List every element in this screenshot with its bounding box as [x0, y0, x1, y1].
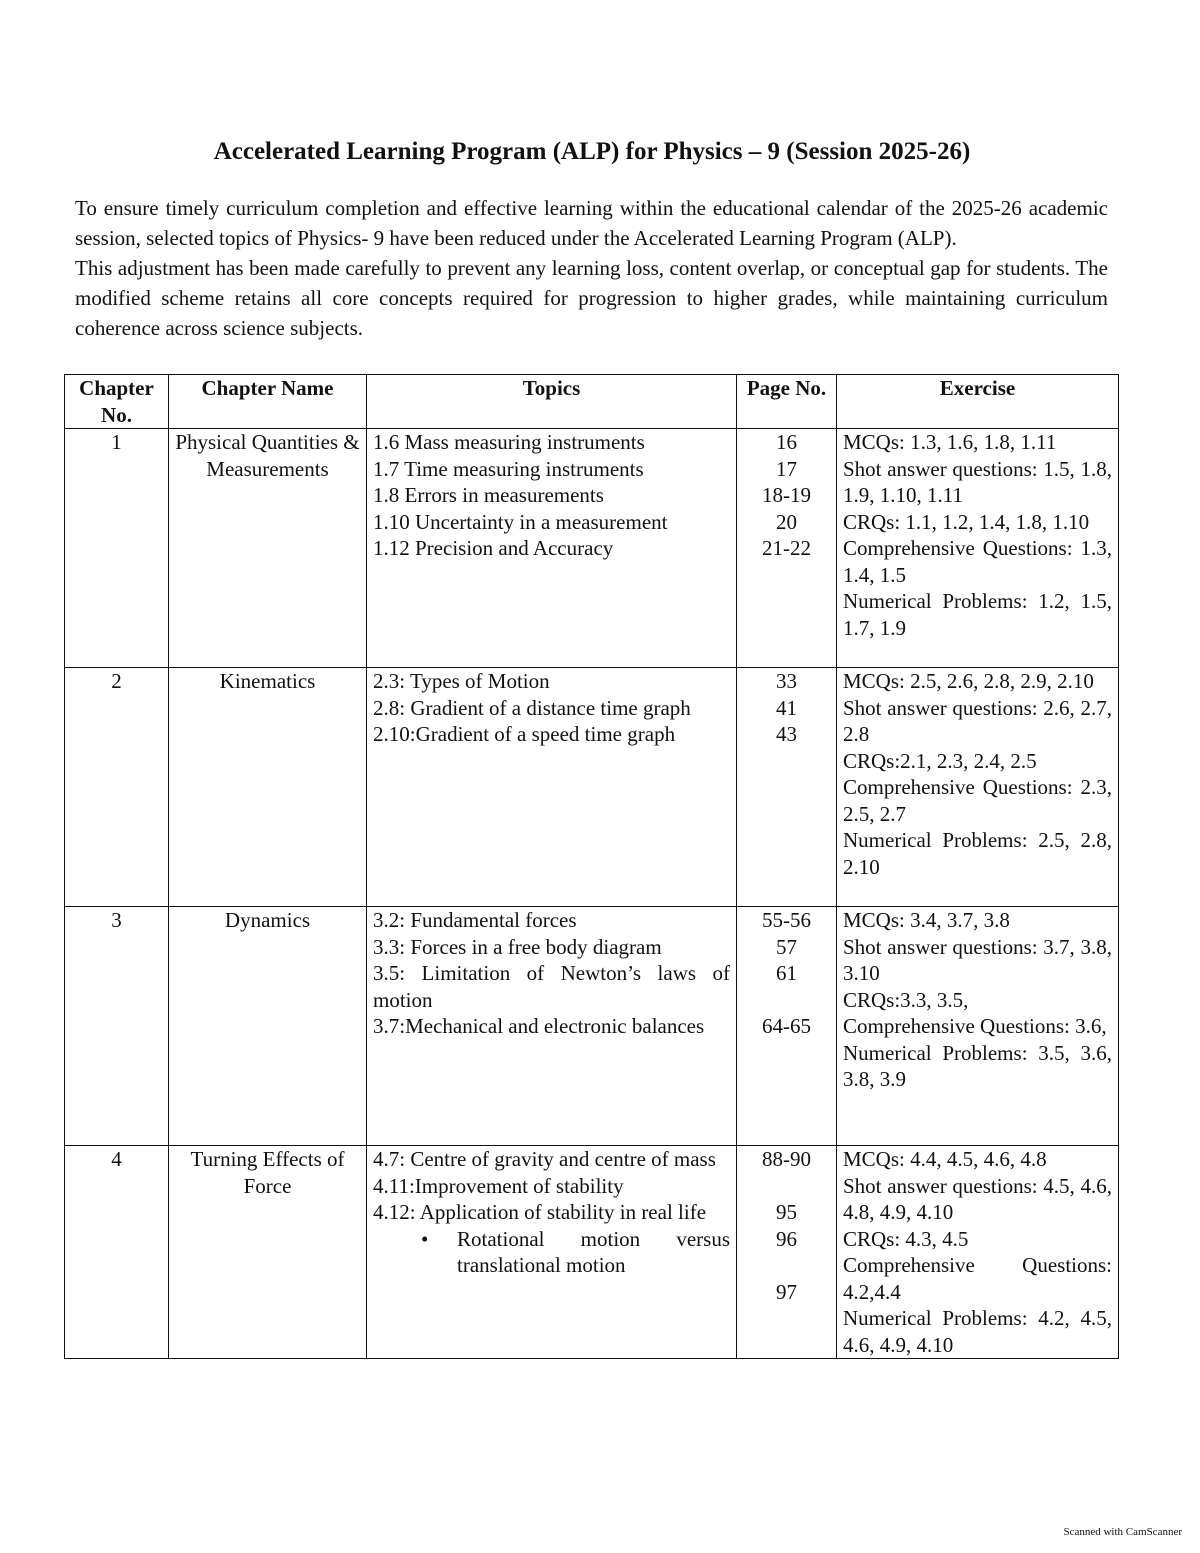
- topic-item: 4.12: Application of stability in real life: [373, 1200, 707, 1224]
- topics-cell: [367, 429, 737, 668]
- topic-item: 3.7:Mechanical and electronic balances: [373, 1014, 705, 1038]
- topic-item: 1.6 Mass measuring instruments: [373, 430, 645, 454]
- chapter-no: 1: [65, 429, 169, 668]
- exercise-item: Shot answer questions: 4.5, 4.6, 4.8, 4.9, 4.10: [843, 1173, 1112, 1224]
- exercise-item: Shot answer questions: 1.5, 1.8, 1.9, 1.10, 1.11: [843, 456, 1112, 507]
- page-number: 16: [776, 430, 797, 454]
- page-number: 33: [776, 669, 797, 693]
- exercise-item: Numerical Problems: 4.2, 4.5, 4.6, 4.9, 4.10: [843, 1306, 1112, 1357]
- alp-table: [64, 374, 1119, 1359]
- chapter-no: 4: [65, 1146, 169, 1359]
- topics-cell: [367, 1146, 737, 1359]
- chapter-name: Kinematics: [169, 668, 367, 907]
- exercise-item: CRQs:2.1, 2.3, 2.4, 2.5: [843, 748, 1037, 773]
- page-number: 20: [776, 509, 797, 534]
- topic-item: 4.11:Improvement of stability: [373, 1173, 624, 1198]
- topic-item: 2.10:Gradient of a speed time graph: [373, 722, 676, 746]
- topic-item: 2.8: Gradient of a distance time graph: [373, 695, 691, 720]
- exercise-item: Comprehensive Questions: 1.3, 1.4, 1.5: [843, 536, 1112, 587]
- intro-paragraph-2: This adjustment has been made carefully to prevent any learning loss, content overlap, or conceptual gap for students. The modified scheme retains all core concepts required for progression to higher grades, while maintaining curriculum coherence across science subjects.: [75, 256, 1108, 340]
- exercise-item: Comprehensive Questions: 3.6,: [843, 1014, 1107, 1038]
- topic-item: 1.10 Uncertainty in a measurement: [373, 509, 668, 534]
- page-number: 96: [776, 1226, 797, 1251]
- exercise-item: MCQs: 4.4, 4.5, 4.6, 4.8: [843, 1147, 1047, 1171]
- topic-item: 2.3: Types of Motion: [373, 669, 550, 693]
- exercise-cell: [837, 668, 1119, 907]
- pages-cell: [737, 429, 837, 668]
- intro-paragraph-1: To ensure timely curriculum completion and effective learning within the educational calendar of the 2025-26 academic session, selected topics of Physics- 9 have been reduced under the Accelerated Learning Program (ALP).: [75, 196, 1108, 250]
- topic-item: 3.5: Limitation of Newton’s laws of motion: [373, 961, 730, 1012]
- intro-text: [75, 193, 1108, 343]
- exercise-cell: [837, 429, 1119, 668]
- table-header-row: [65, 375, 1119, 429]
- exercise-item: Shot answer questions: 2.6, 2.7, 2.8: [843, 695, 1112, 746]
- header-chapter-name: Chapter Name: [169, 375, 367, 429]
- page-number: 64-65: [762, 1014, 811, 1038]
- topic-item: 1.7 Time measuring instruments: [373, 456, 644, 481]
- spacer: [743, 987, 830, 1014]
- page-number: 97: [776, 1279, 797, 1304]
- page-number: 18-19: [762, 483, 811, 507]
- chapter-no: 3: [65, 907, 169, 1146]
- exercise-item: Shot answer questions: 3.7, 3.8, 3.10: [843, 934, 1112, 985]
- topic-item: 4.7: Centre of gravity and centre of mass: [373, 1147, 716, 1171]
- chapter-name: Turning Effects of Force: [169, 1146, 367, 1359]
- topic-item: Rotational motion versus translational motion: [457, 1226, 730, 1277]
- header-exercise: Exercise: [837, 375, 1119, 429]
- topic-item: 1.8 Errors in measurements: [373, 483, 604, 507]
- topics-cell: [367, 668, 737, 907]
- page-number: 21-22: [762, 536, 811, 560]
- scanner-watermark: Scanned with CamScanner: [1063, 1526, 1182, 1538]
- bullet-item: [373, 1226, 730, 1279]
- exercise-item: CRQs:3.3, 3.5,: [843, 987, 969, 1012]
- topics-cell: [367, 907, 737, 1146]
- spacer: [743, 1173, 830, 1200]
- topic-item: 1.12 Precision and Accuracy: [373, 536, 614, 560]
- exercise-item: Comprehensive Questions: 2.3, 2.5, 2.7: [843, 775, 1112, 826]
- exercise-item: MCQs: 3.4, 3.7, 3.8: [843, 908, 1010, 932]
- exercise-cell: [837, 907, 1119, 1146]
- pages-cell: [737, 1146, 837, 1359]
- table-row: [65, 429, 1119, 668]
- page-number: 88-90: [762, 1147, 811, 1171]
- exercise-item: Numerical Problems: 1.2, 1.5, 1.7, 1.9: [843, 589, 1112, 640]
- table-row: [65, 1146, 1119, 1359]
- table-row: [65, 668, 1119, 907]
- chapter-name: Dynamics: [169, 907, 367, 1146]
- topic-item: 3.2: Fundamental forces: [373, 908, 577, 932]
- header-chapter-no: Chapter No.: [65, 375, 169, 429]
- page-number: 57: [776, 934, 797, 959]
- exercise-item: MCQs: 1.3, 1.6, 1.8, 1.11: [843, 430, 1057, 454]
- pages-cell: [737, 907, 837, 1146]
- topic-item: 3.3: Forces in a free body diagram: [373, 934, 662, 959]
- exercise-item: Comprehensive Questions: 4.2,4.4: [843, 1253, 1112, 1304]
- exercise-item: Numerical Problems: 3.5, 3.6, 3.8, 3.9: [843, 1040, 1112, 1091]
- page-number: 41: [776, 695, 797, 720]
- page-number: 55-56: [762, 908, 811, 932]
- header-page-no: Page No.: [737, 375, 837, 429]
- pages-cell: [737, 668, 837, 907]
- bullet-icon: •: [421, 1226, 429, 1251]
- chapter-no: 2: [65, 668, 169, 907]
- page-title: Accelerated Learning Program (ALP) for Physics – 9 (Session 2025-26): [213, 138, 971, 165]
- header-topics: Topics: [367, 375, 737, 429]
- exercise-item: CRQs: 4.3, 4.5: [843, 1226, 969, 1251]
- exercise-item: Numerical Problems: 2.5, 2.8, 2.10: [843, 828, 1112, 879]
- table-row: [65, 907, 1119, 1146]
- page-number: 43: [776, 722, 797, 746]
- exercise-cell: [837, 1146, 1119, 1359]
- page-number: 17: [776, 456, 797, 481]
- exercise-item: CRQs: 1.1, 1.2, 1.4, 1.8, 1.10: [843, 509, 1090, 534]
- chapter-name: Physical Quantities & Measurements: [169, 429, 367, 668]
- page-number: 95: [776, 1200, 797, 1224]
- page-number: 61: [776, 961, 797, 985]
- spacer: [743, 1252, 830, 1279]
- exercise-item: MCQs: 2.5, 2.6, 2.8, 2.9, 2.10: [843, 669, 1094, 693]
